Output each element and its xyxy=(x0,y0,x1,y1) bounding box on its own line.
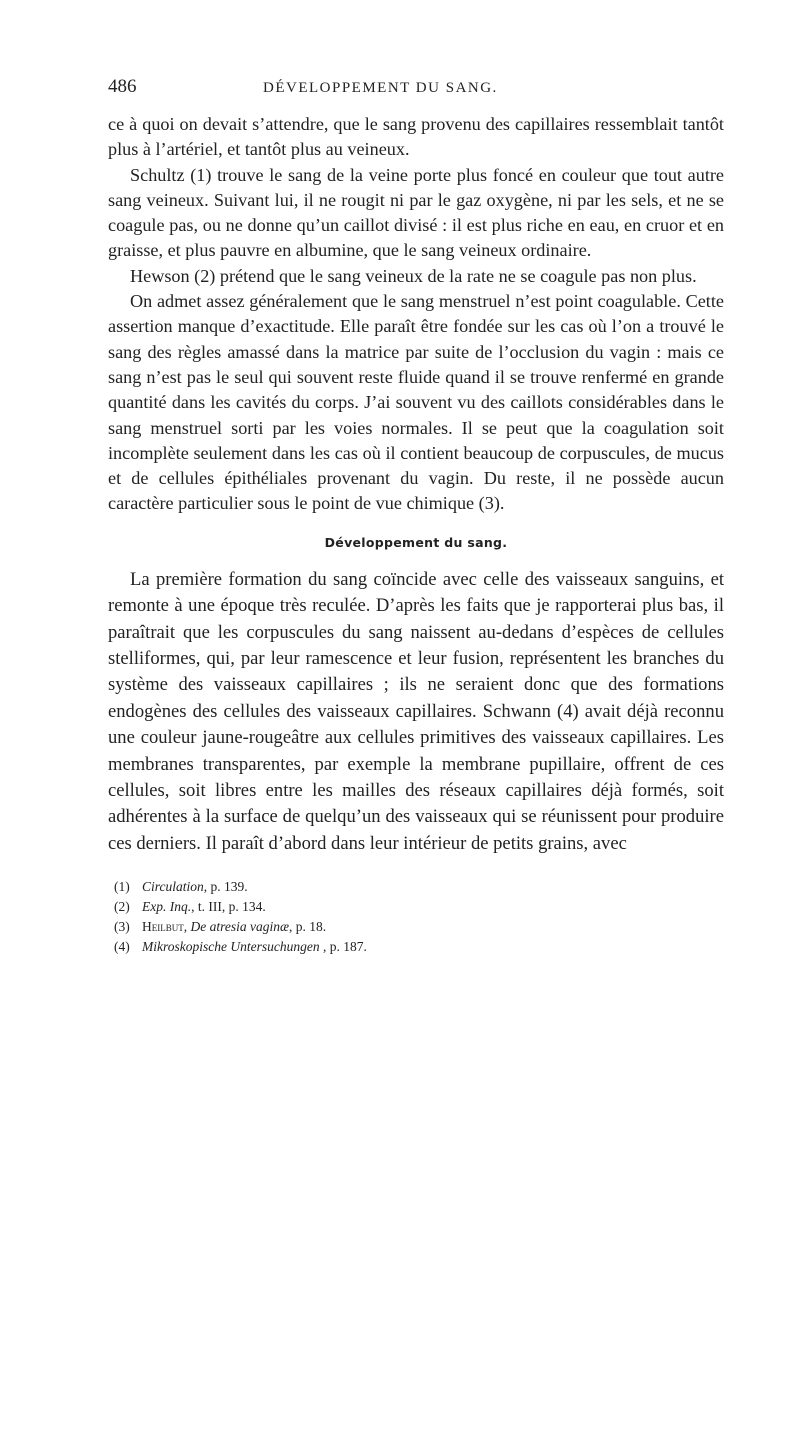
footnote-number: (1) xyxy=(114,879,130,895)
page-number: 486 xyxy=(108,76,137,97)
running-title: DÉVELOPPEMENT DU SANG. xyxy=(263,80,498,96)
page-header xyxy=(108,76,724,104)
footnote-author: Heilbut, xyxy=(142,919,191,935)
footnote xyxy=(108,937,724,957)
footnote-title: De atresia vaginæ xyxy=(190,919,289,935)
paragraph: ce à quoi on devait s’attendre, que le sang provenu des capillaires ressemblait tantôt plus à l’artériel, et tantôt plus au veineux. xyxy=(108,114,724,160)
paragraph: On admet assez généralement que le sang menstruel n’est point coagulable. Cette assertion manque d’exactitude. Elle paraît être fondée sur les cas où l’on a trouvé le sang des règles amassé dans la matrice par suite de l’occlusion du vagin : mais ce sang n’est pas le seul qui souvent reste fluide quand il se trouve renfermé en grande quantité dans les cavités du corps. J’ai souvent vu des caillots considérables dans le sang menstruel sorti par les voies normales. Il se peut que la coagulation soit incomplète seulement dans les cas où il contient beaucoup de corpuscules, de mucus et de cellules épithéliales provenant du vagin. Du reste, il ne possède aucun caractère particulier sous le point de vue chimique (3). xyxy=(108,291,724,514)
paragraph: La première formation du sang coïncide avec celle des vaisseaux sanguins, et remonte à une époque très reculée. D’après les faits que je rapporterai plus bas, il paraîtrait que les corpuscules du sang naissent au-dedans d’espèces de cellules stelliformes, qui, par leur ramescence et leur fusion, représentent les branches du système des vaisseaux capillaires ; ils ne seraient donc que des formations endogènes des cellules des vaisseaux capillaires. Schwann (4) avait déjà reconnu une couleur jaune-rougeâtre aux cellules primitives des vaisseaux capillaires. Les membranes transparentes, par exemple la membrane pupillaire, offrent de ces cellules, soit libres entre les mailles des réseaux capillaires déjà formés, soit adhérentes à la surface de quelqu’un des vaisseaux qui se réunissent pour produire ces derniers. Il paraît d’abord dans leur intérieur de petits grains, avec xyxy=(108,568,724,854)
book-page xyxy=(108,76,724,957)
body-text xyxy=(108,112,724,517)
section-heading: Développement du sang. xyxy=(324,534,508,550)
footnote-title: Circulation xyxy=(142,879,204,895)
footnote-text: , p. 187. xyxy=(319,939,367,955)
footnote-text: , p. 139. xyxy=(203,879,248,895)
footnote-text: , p. 18. xyxy=(289,919,327,935)
paragraph: Schultz (1) trouve le sang de la veine porte plus foncé en couleur que tout autre sang veineux. Suivant lui, il ne rougit ni par le gaz oxygène, ni par les sels, et ne se coagule pas, ou ne donne qu’un caillot divisé : il est plus riche en eau, en cruor et en graisse, et plus pauvre en albumine, que le sang veineux ordinaire. xyxy=(108,164,724,261)
footnote-number: (4) xyxy=(114,939,130,955)
footnote xyxy=(108,917,724,937)
section-body xyxy=(108,567,724,857)
footnote xyxy=(108,897,724,917)
footnote-number: (2) xyxy=(114,899,130,915)
paragraph: Hewson (2) prétend que le sang veineux de la rate ne se coagule pas non plus. xyxy=(130,265,697,286)
footnote xyxy=(108,877,724,897)
footnote-title: Exp. Inq. xyxy=(142,899,192,915)
footnote-title: Mikroskopische Untersuchungen xyxy=(142,939,320,955)
footnote-text: , t. III, p. 134. xyxy=(191,899,266,915)
footnotes xyxy=(108,877,724,957)
footnote-number: (3) xyxy=(114,919,130,935)
